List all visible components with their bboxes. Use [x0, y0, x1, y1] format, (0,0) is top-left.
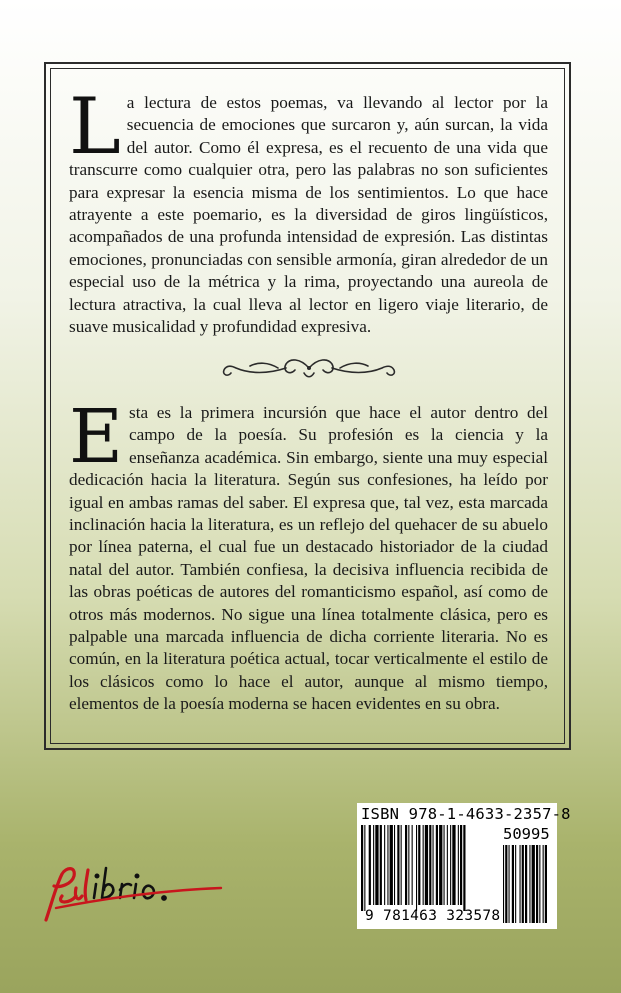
drop-cap-e: E	[69, 394, 124, 480]
isbn-barcode	[357, 803, 571, 929]
price-code: 50995	[503, 825, 550, 843]
isbn-label: ISBN 978-1-4633-2357-8	[361, 805, 571, 823]
barcode-digits: 9 781463 323578	[365, 908, 501, 924]
drop-cap-l: L	[69, 82, 121, 172]
second-paragraph-text: sta es la primera incursión que hace el autor dentro del campo de la poesía. Su profesión es la ciencia y la enseñanza académica. Sin embargo, siente una muy especial dedicación hacia la literatura. Según sus confesiones, ha leído por igual en ambas ramas del saber. El expresa que, tal vez, esta marcada inclinación hacia la literatura, es un reflejo del quehacer de su abuelo por línea paterna, el cual fue un destacado historiador de la ciudad natal del autor. También confiesa, la decisiva influencia recibida de las obras poéticas de autores del romanticismo español, así como de otros más modernos. No sigue una línea totalmente clásica, pero es palpable una marcada influencia de dicha corriente literaria. No es común, en la literatura poética actual, tocar verticalmente el estilo de los clásicos como lo hace el autor, aunque al mismo tiempo, elementos de la poesía moderna se hacen evidentes en su obra.	[69, 403, 548, 714]
second-paragraph	[69, 394, 548, 716]
ornament-divider	[218, 354, 400, 382]
palibrio-logo	[36, 858, 236, 928]
first-paragraph-text: a lectura de estos poemas, va llevando al lector por la secuencia de emociones que surcaron y, aún surcan, la vida del autor. Como él expresa, es el recuento de una vida que transcurre como cualquier otra, pero las palabras no son suficientes para expresar la esencia misma de los sentimientos. Lo que hace atrayente a este poemario, es la diversidad de giros lingüísticos, acompañados de una profunda intensidad de expresión. Las distintas emociones, pronunciadas con sensible armonía, giran alrededor de un especial uso de la métrica y la rima, proyectando una aureola de lectura atractiva, la cual lleva al lector en ligero viaje literario, de suave musicalidad y profundidad expresiva.	[69, 93, 548, 337]
first-paragraph	[69, 82, 548, 338]
